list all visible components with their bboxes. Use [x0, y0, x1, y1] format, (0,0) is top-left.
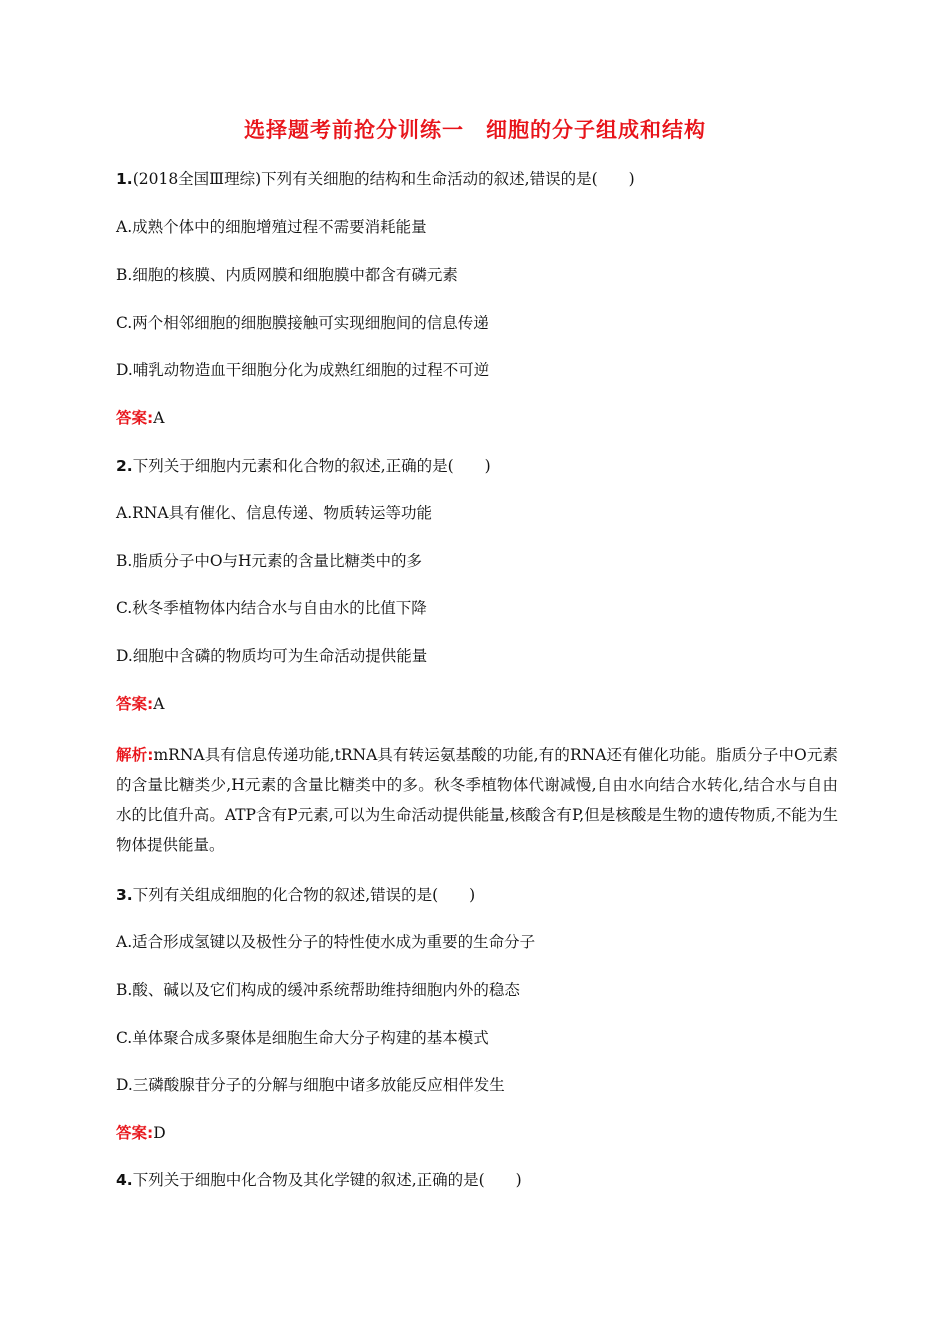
question-3-stem	[116, 884, 836, 906]
question-text: 下列关于细胞内元素和化合物的叙述,正确的是( )	[132, 457, 491, 475]
question-3-option-a: A.适合形成氢键以及极性分子的特性使水成为重要的生命分子	[116, 933, 536, 951]
answer-label: 答案:	[116, 409, 154, 427]
question-1-option-d: D.哺乳动物造血干细胞分化为成熟红细胞的过程不可逆	[116, 361, 490, 379]
question-1-option-a: A.成熟个体中的细胞增殖过程不需要消耗能量	[116, 218, 427, 236]
explanation-label: 解析:	[116, 746, 154, 764]
question-3-option-d: D.三磷酸腺苷分子的分解与细胞中诸多放能反应相伴发生	[116, 1076, 505, 1094]
question-2-option-a: A.RNA具有催化、信息传递、物质转运等功能	[116, 504, 433, 522]
answer-label: 答案:	[116, 1124, 154, 1142]
question-2-stem	[116, 455, 836, 477]
question-number: 3.	[116, 886, 133, 904]
question-1-answer	[116, 407, 836, 429]
page-title: 选择题考前抢分训练一 细胞的分子组成和结构	[244, 118, 706, 142]
answer-value: A	[153, 695, 165, 713]
question-2-option-c: C.秋冬季植物体内结合水与自由水的比值下降	[116, 599, 427, 617]
explanation-text: mRNA具有信息传递功能,tRNA具有转运氨基酸的功能,有的RNA还有催化功能。脂质分子中O元素的含量比糖类少,H元素的含量比糖类中的多。秋冬季植物体代谢减慢,自由水向结合水转化,结合水与自由水的比值升高。ATP含有P元素,可以为生命活动提供能量,核酸含有P,但是核酸是生物的遗传物质,不能为生物体提供能量。	[116, 746, 838, 854]
question-2-explanation	[116, 740, 838, 860]
question-text: 下列有关组成细胞的化合物的叙述,错误的是( )	[132, 886, 476, 904]
question-number: 1.	[116, 170, 133, 188]
question-text: (2018全国Ⅲ理综)下列有关细胞的结构和生命活动的叙述,错误的是( )	[132, 170, 635, 188]
question-2-option-b: B.脂质分子中O与H元素的含量比糖类中的多	[116, 552, 423, 570]
question-2-answer	[116, 693, 836, 715]
answer-value: A	[153, 409, 165, 427]
answer-value: D	[153, 1124, 166, 1142]
question-number: 4.	[116, 1171, 133, 1189]
question-2-option-d: D.细胞中含磷的物质均可为生命活动提供能量	[116, 647, 428, 665]
question-text: 下列关于细胞中化合物及其化学键的叙述,正确的是( )	[132, 1171, 522, 1189]
question-1-option-c: C.两个相邻细胞的细胞膜接触可实现细胞间的信息传递	[116, 314, 489, 332]
question-1-option-b: B.细胞的核膜、内质网膜和细胞膜中都含有磷元素	[116, 266, 458, 284]
question-3-option-b: B.酸、碱以及它们构成的缓冲系统帮助维持细胞内外的稳态	[116, 981, 520, 999]
question-3-option-c: C.单体聚合成多聚体是细胞生命大分子构建的基本模式	[116, 1029, 489, 1047]
answer-label: 答案:	[116, 695, 154, 713]
question-3-answer	[116, 1122, 836, 1144]
question-4-stem	[116, 1169, 836, 1191]
question-number: 2.	[116, 457, 133, 475]
question-1-stem	[116, 168, 836, 190]
